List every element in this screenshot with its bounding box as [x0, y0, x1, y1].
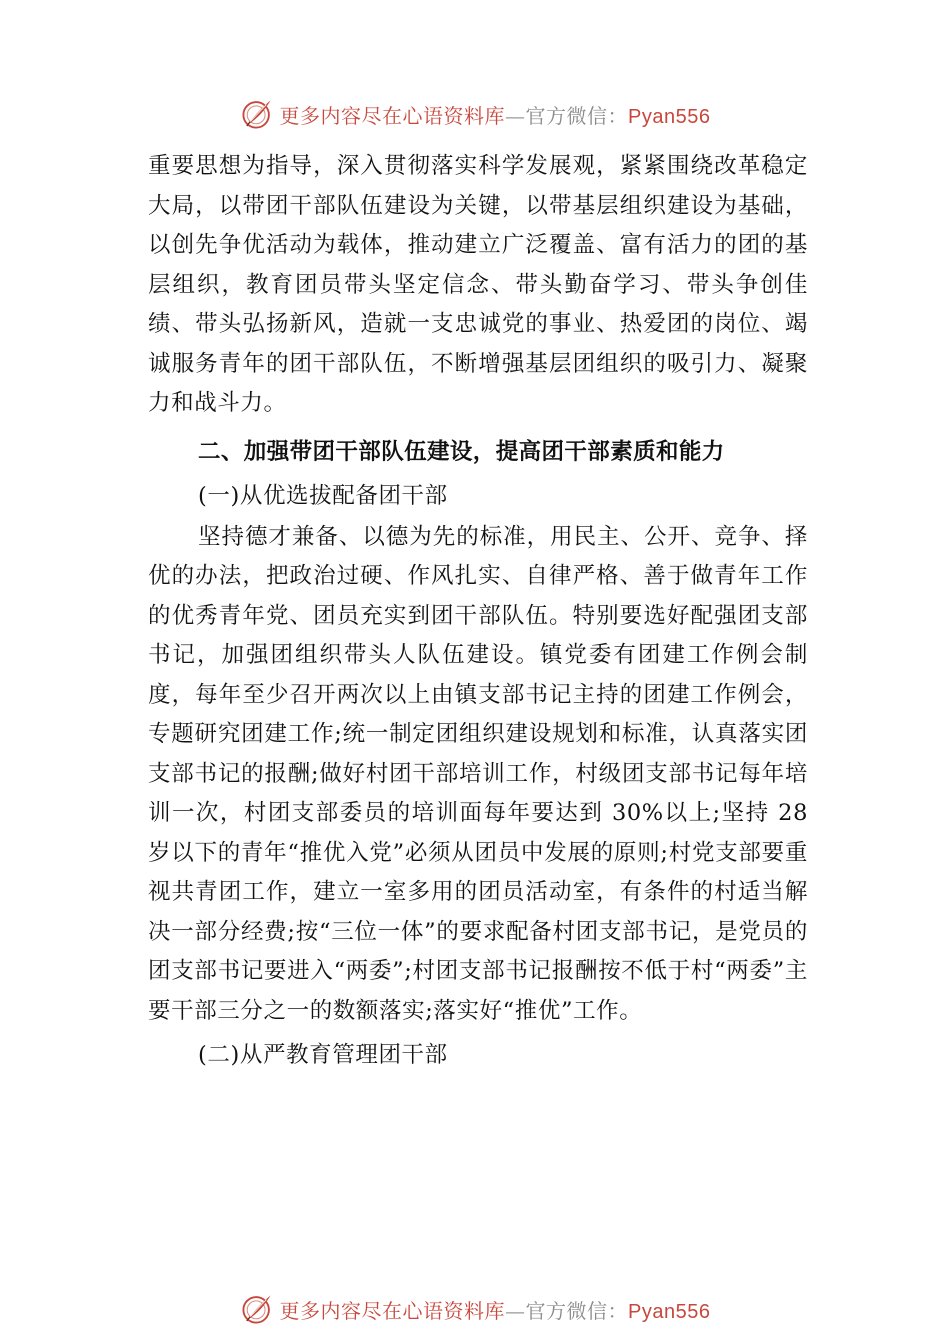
banner-main-text: 更多内容尽在心语资料库	[279, 103, 506, 128]
footer-banner-text	[280, 1295, 711, 1324]
banner-dash: —	[505, 1298, 526, 1323]
document-body	[148, 147, 808, 1077]
subsection-heading-one: (一)从优选拔配备团干部	[198, 482, 448, 509]
banner-main-text: 更多内容尽在心语资料库	[279, 1298, 506, 1323]
banner-dash: —	[505, 103, 526, 128]
banner-wechat-id: Pyan556	[628, 1300, 711, 1323]
header-banner	[0, 94, 950, 134]
banner-label: 官方微信：	[525, 103, 629, 128]
banner-wechat-id: Pyan556	[628, 105, 711, 128]
banner-label: 官方微信：	[525, 1298, 629, 1323]
paragraph-intro: 重要思想为指导，深入贯彻落实科学发展观，紧紧围绕改革稳定大局，以带团干部队伍建设为关键，以带基层组织建设为基础，以创先争优活动为载体，推动建立广泛覆盖、富有活力的团的基层组织，教育团员带头坚定信念、带头勤奋学习、带头争创佳绩、带头弘扬新风，造就一支忠诚党的事业、热爱团的岗位、竭诚服务青年的团干部队伍，不断增强基层团组织的吸引力、凝聚力和战斗力。	[148, 153, 808, 416]
paragraph-subsection-one: 坚持德才兼备、以德为先的标准，用民主、公开、竞争、择优的办法，把政治过硬、作风扎实、自律严格、善于做青年工作的优秀青年党、团员充实到团干部队伍。特别要选好配强团支部书记，加强团组织带头人队伍建设。镇党委有团建工作例会制度，每年至少召开两次以上由镇支部书记主持的团建工作例会，专题研究团建工作;统一制定团组织建设规划和标准，认真落实团支部书记的报酬;做好村团干部培训工作，村级团支部书记每年培训一次，村团支部委员的培训面每年要达到 30%以上;坚持 28 岁以下的青年“推优入党”必须从团员中发展的原则;村党支部要重视共青团工作，建立一室多用的团员活动室，有条件的村适当解决一部分经费;按“三位一体”的要求配备村团支部书记，是党员的团支部书记要进入“两委”;村团支部书记报酬按不低于村“两委”主要干部三分之一的数额落实;落实好“推优”工作。	[148, 523, 808, 1024]
quill-pen-seal-icon	[240, 1292, 274, 1326]
footer-banner	[0, 1289, 950, 1329]
section-heading: 二、加强带团干部队伍建设，提高团干部素质和能力	[198, 438, 725, 465]
quill-pen-seal-icon	[240, 97, 274, 131]
subsection-heading-two: (二)从严教育管理团干部	[198, 1042, 448, 1068]
header-banner-text	[280, 100, 711, 129]
